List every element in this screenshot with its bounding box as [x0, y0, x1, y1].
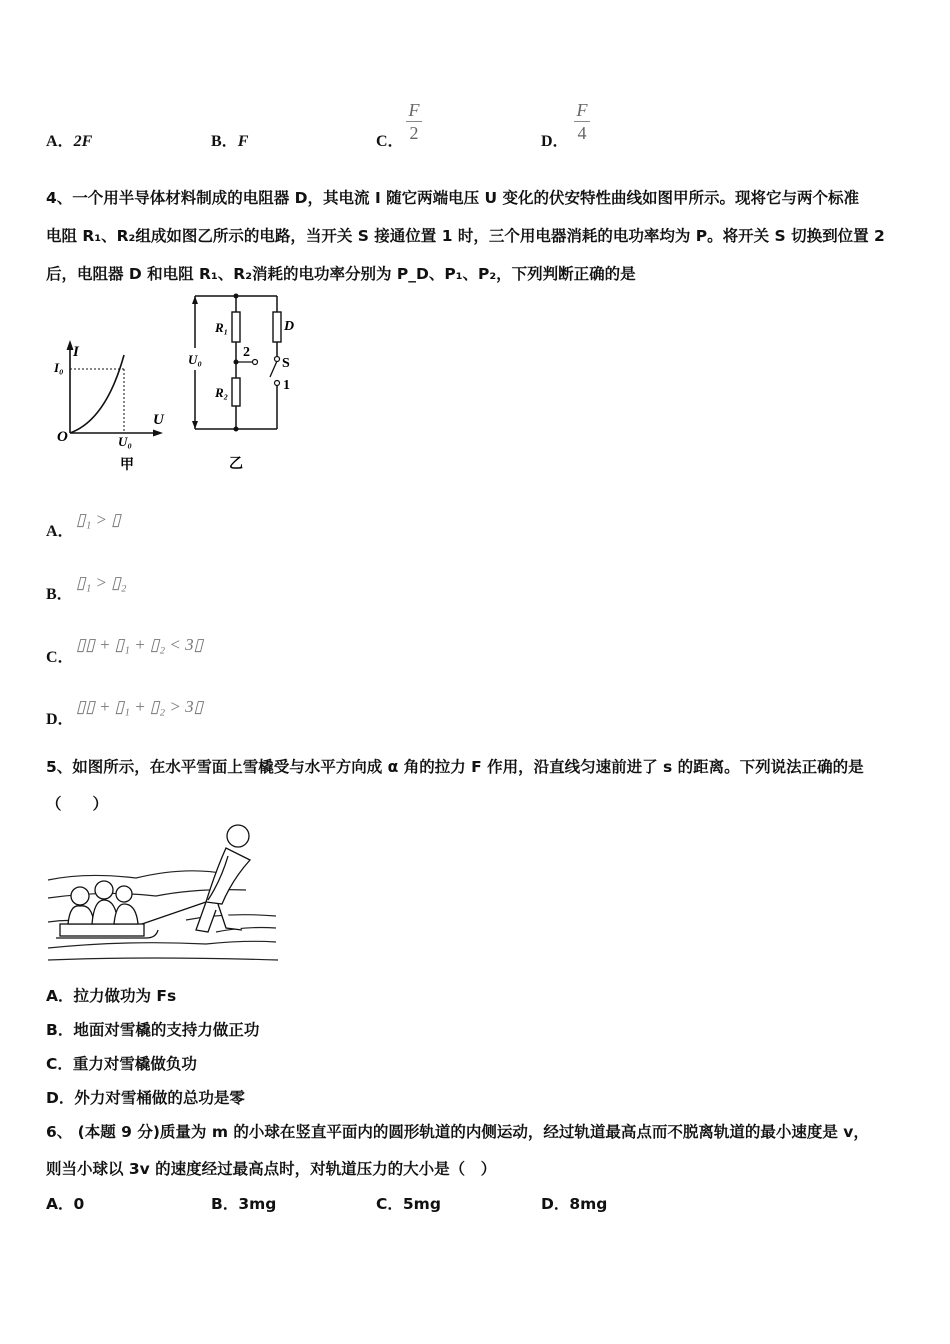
pull-rope — [142, 902, 206, 924]
q5-stem-line-1: 5、如图所示，在水平雪面上雪橇受与水平方向成 α 角的拉力 F 作用，沿直线匀速前进了 s 的距离。下列说法正确的是 — [46, 758, 864, 776]
q5-option-d[interactable] — [46, 1086, 245, 1108]
r1-label: R₁ — [215, 320, 229, 335]
child-2-head — [95, 881, 113, 899]
i0-label: I₀ — [54, 360, 64, 375]
voltage-arrow-top — [192, 296, 198, 304]
child-3-head — [116, 886, 132, 902]
fraction-numerator: F — [408, 100, 420, 120]
q4-option-c-formula: ▯▯ + ▯₁ + ▯₂ < 3▯ — [76, 635, 204, 654]
d-label: D — [284, 319, 295, 334]
figure-caption-jia: 甲 — [120, 458, 134, 473]
resistor-d — [273, 312, 281, 342]
child-1-head — [71, 887, 89, 905]
snow-line-7 — [216, 928, 276, 933]
sled-body — [60, 924, 144, 936]
snow-line-5 — [48, 941, 276, 948]
option-label: C． — [46, 1055, 73, 1073]
option-label: B． — [211, 1195, 239, 1213]
option-text: 3mg — [238, 1195, 277, 1213]
q4-stem-line-2: 电阻 R₁、R₂组成如图乙所示的电路，当开关 S 接通位置 1 时，三个用电器消耗的电功率均为 P。将开关 S 切换到位置 2 — [46, 227, 885, 245]
q6-stem-line-2: 则当小球以 3v 的速度经过最高点时，对轨道压力的大小是（ ） — [46, 1160, 497, 1178]
q4-option-a-formula: ▯₁ > ▯ — [76, 510, 121, 529]
y-axis-label: I — [73, 344, 79, 360]
option-label: A． — [46, 133, 74, 150]
q4-option-b-formula: ▯₁ > ▯₂ — [76, 573, 127, 592]
figure-circuit — [180, 290, 310, 475]
resistor-r1 — [232, 312, 240, 342]
q6-option-b[interactable] — [211, 1192, 276, 1214]
q5-option-b[interactable] — [46, 1018, 259, 1040]
figure-sled-illustration — [46, 820, 278, 968]
q6-option-c[interactable] — [376, 1192, 441, 1214]
q3-option-a[interactable] — [46, 128, 92, 151]
terminal-1 — [275, 381, 280, 386]
option-label: A． — [46, 987, 74, 1005]
figure-iu-curve — [46, 300, 176, 475]
option-text: 0 — [73, 1195, 85, 1213]
snow-line-6 — [48, 958, 278, 960]
option-label: D． — [541, 1195, 570, 1213]
fraction-bar — [406, 121, 422, 122]
q4-option-b[interactable]: B． — [46, 586, 73, 603]
figure-caption-yi: 乙 — [229, 457, 243, 472]
q3-option-c-fraction — [406, 100, 422, 143]
origin-label: O — [57, 429, 68, 445]
option-text: 8mg — [569, 1195, 608, 1213]
iu-curve — [70, 355, 124, 433]
fraction-denominator: 4 — [577, 123, 587, 143]
q3-option-c-label[interactable]: C． — [376, 133, 404, 150]
option-label: B． — [211, 133, 238, 150]
option-label: A． — [46, 1195, 74, 1213]
terminal-1-label: 1 — [283, 378, 290, 393]
adult-leg-front — [218, 904, 242, 930]
q4-option-c[interactable]: C． — [46, 649, 74, 666]
option-label: B． — [46, 1021, 74, 1039]
r2-label: R₂ — [215, 385, 229, 400]
q4-option-d[interactable]: D． — [46, 711, 74, 728]
option-text: 2F — [73, 133, 93, 150]
resistor-r2 — [232, 378, 240, 406]
terminal-2 — [253, 360, 258, 365]
switch-label: S — [282, 356, 290, 371]
x-axis-arrow — [153, 430, 163, 437]
option-label: C． — [376, 1195, 403, 1213]
q4-stem-line-3: 后，电阻器 D 和电阻 R₁、R₂消耗的电功率分别为 P_D、P₁、P₂，下列判断正确的是 — [46, 265, 636, 283]
q5-option-a[interactable] — [46, 984, 176, 1006]
q3-option-b[interactable] — [211, 128, 248, 151]
q4-option-a[interactable]: A． — [46, 523, 74, 540]
adult-head — [227, 825, 249, 847]
fraction-bar — [574, 121, 590, 122]
option-label: D． — [46, 1089, 75, 1107]
option-text: F — [237, 133, 249, 150]
u0-label: U₀ — [118, 434, 132, 449]
q4-option-d-formula: ▯▯ + ▯₁ + ▯₂ > 3▯ — [76, 697, 204, 716]
q3-option-d-label[interactable]: D． — [541, 133, 569, 150]
junction-bottom — [234, 427, 239, 432]
q6-stem-line-1: 6、 (本题 9 分)质量为 m 的小球在竖直平面内的圆形轨道的内侧运动，经过轨道最高点而不脱离轨道的最小速度是 v， — [46, 1123, 869, 1141]
u0-label: U₀ — [188, 352, 202, 367]
q5-stem-line-2: （ ） — [46, 795, 109, 813]
option-text: 重力对雪橇做负功 — [72, 1055, 197, 1073]
junction-top — [234, 294, 239, 299]
adult-leg-back — [196, 902, 216, 932]
q4-stem-line-1: 4、一个用半导体材料制成的电阻器 D，其电流 I 随它两端电压 U 变化的伏安特性曲线如图甲所示。现将它与两个标准 — [46, 189, 859, 207]
voltage-arrow-bottom — [192, 421, 198, 429]
fraction-numerator: F — [576, 100, 588, 120]
fraction-denominator: 2 — [409, 123, 419, 143]
child-3-body — [114, 904, 138, 924]
switch-pivot — [275, 357, 280, 362]
option-text: 拉力做功为 Fs — [73, 987, 177, 1005]
x-axis-label: U — [153, 412, 164, 428]
q6-option-a[interactable] — [46, 1192, 84, 1214]
option-text: 外力对雪桶做的总功是零 — [74, 1089, 245, 1107]
q6-option-d[interactable] — [541, 1192, 607, 1214]
option-text: 地面对雪橇的支持力做正功 — [73, 1021, 260, 1039]
q5-option-c[interactable] — [46, 1052, 197, 1074]
q3-option-d-fraction — [574, 100, 590, 143]
child-1-body — [68, 906, 94, 924]
option-text: 5mg — [402, 1195, 441, 1213]
terminal-2-label: 2 — [243, 345, 250, 360]
snow-line-1 — [48, 871, 226, 880]
